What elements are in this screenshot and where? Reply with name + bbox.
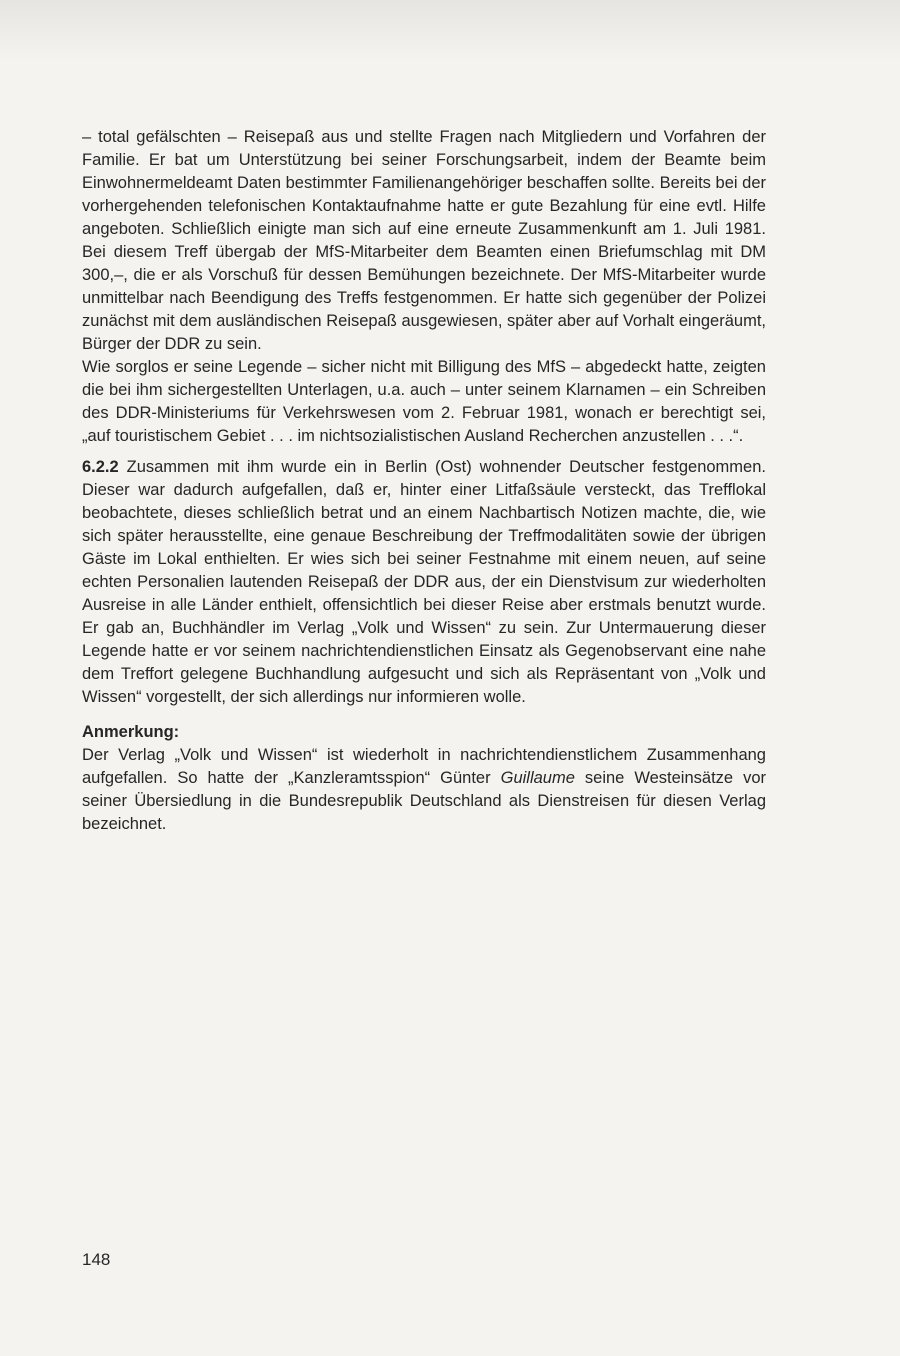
note-heading: Anmerkung:: [82, 723, 180, 741]
note-text-before: Der Verlag „Volk und Wissen“ ist wiederholt in nachrichtendienstlichem Zusammenhang aufgefallen. So hatte der „Kanzleramtsspion“ Günter: [82, 746, 766, 787]
body-text: [82, 126, 766, 836]
paragraph-continuation: – total gefälschten – Reisepaß aus und stellte Fragen nach Mitgliedern und Vorfahren der Familie. Er bat um Unterstützung bei seiner Forschungsarbeit, indem der Beamte beim Einwohnermeldeamt Daten bestimmter Familienangehöriger beschaffen sollte. Bereits bei der vorhergehenden telefonischen Kontaktaufnahme hatte er gute Bezahlung für eine evtl. Hilfe angeboten. Schließlich einigte man sich auf eine erneute Zusammenkunft am 1. Juli 1981. Bei diesem Treff übergab der MfS-Mitarbeiter dem Beamten einen Briefumschlag mit DM 300,–, die er als Vorschuß für dessen Bemühungen bezeichnete. Der MfS-Mitarbeiter wurde unmittelbar nach Beendigung des Treffs festgenommen. Er hatte sich gegenüber der Polizei zunächst mit dem ausländischen Reisepaß ausgewiesen, später aber auf Vorhalt eingeräumt, Bürger der DDR zu sein.: [82, 128, 766, 353]
note-name: Guillaume: [500, 769, 575, 787]
note-paragraph: [82, 744, 766, 836]
page-number: 148: [82, 1250, 111, 1269]
section-text: Zusammen mit ihm wurde ein in Berlin (Ost) wohnender Deutscher festgenommen. Dieser war dadurch aufgefallen, daß er, hinter einer Litfaßsäule versteckt, das Trefflokal beobachtete, dieses schließlich betrat und an einem Nachbartisch Notizen machte, die, wie sich später herausstellte, eine genaue Beschreibung der Treffmodalitäten sowie der übrigen Gäste im Lokal enthielten. Er wies sich bei seiner Festnahme mit einem neuen, auf seine echten Personalien lautenden Reisepaß der DDR aus, der ein Dienstvisum zur wiederholten Ausreise in alle Länder enthielt, offensichtlich bei dieser Reise aber erstmals benutzt wurde. Er gab an, Buchhändler im Verlag „Volk und Wissen“ zu sein. Zur Untermauerung dieser Legende hatte er vor seinem nachrichtendienstlichen Einsatz als Gegenobservant eine nahe dem Treffort gelegene Buchhandlung aufgesucht und sich als Repräsentant von „Volk und Wissen“ vorgestellt, der sich allerdings nur informieren wolle.: [82, 458, 766, 706]
paragraph-legend: Wie sorglos er seine Legende – sicher nicht mit Billigung des MfS – abgedeckt hatte, zeigten die bei ihm sichergestellten Unterlagen, u.a. auch – unter seinem Klarnamen – ein Schreiben des DDR-Ministeriums für Verkehrswesen vom 2. Februar 1981, wonach er berechtigt sei, „auf touristischem Gebiet . . . im nichtsozialistischen Ausland Recherchen anzustellen . . .“.: [82, 358, 766, 445]
note-text-after: seine Westeinsätze vor seiner Übersiedlung in die Bundesrepublik Deutschland als Dienstreisen für diesen Verlag bezeichnet.: [82, 769, 767, 833]
section-number: 6.2.2: [82, 458, 119, 476]
section-paragraph: [82, 456, 766, 709]
